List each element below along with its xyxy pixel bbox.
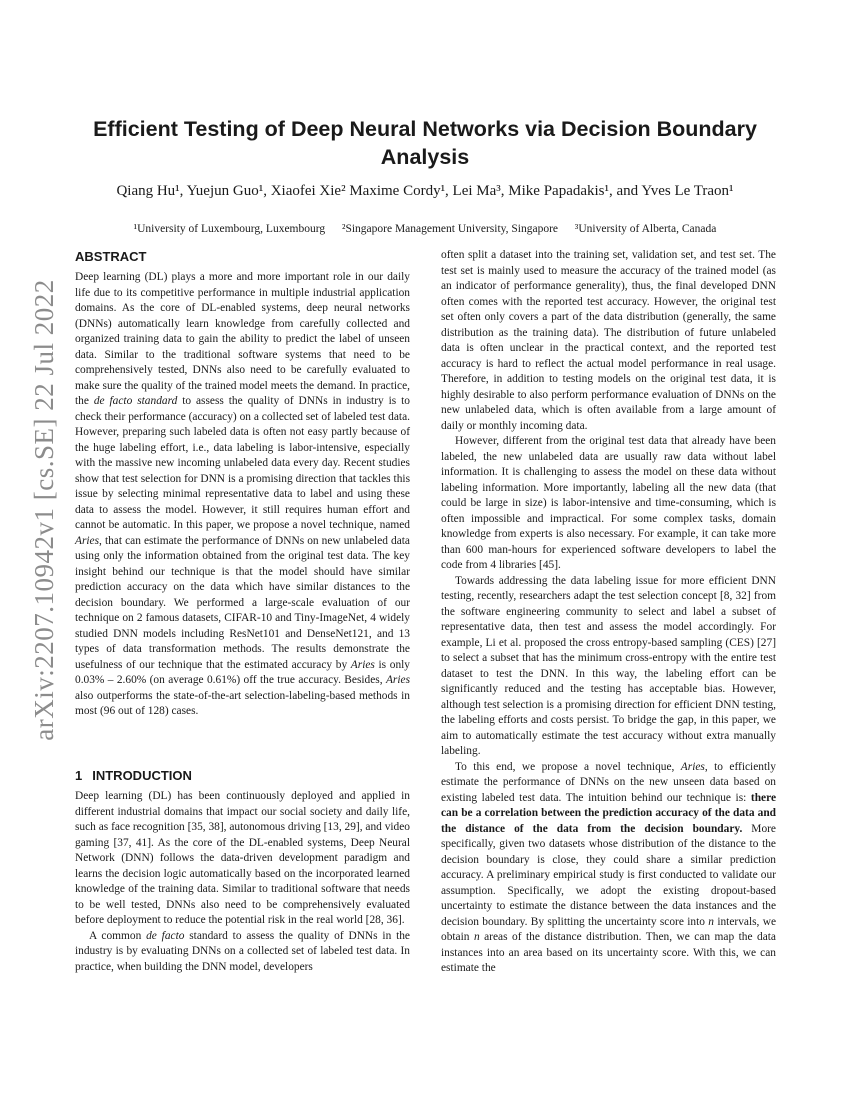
abstract-body: Deep learning (DL) plays a more and more important role in our daily life due to its competitive performance in multiple industrial application domains. As the core of DL-enabled systems, deep neural networks (DNNs) automatically learn knowledge from carefully collected and organized training data to gain the ability to predict the label of unseen data. Similar to the traditional software systems that need to be comprehensively tested, DNNs also need to be carefully evaluated to make sure the quality of the trained model meets the demand. In practice, the de facto standard to assess the quality of DNNs in industry is to check their performance (accuracy) on a collected set of labeled test data. However, preparing such labeled data is often not easy partly because of the huge labeling effort, i.e., data labeling is labor-intensive, especially with the massive new incoming unlabeled data every day. Recent studies show that test selection for DNN is a promising direction that tackles this issue by selecting minimal representative data to label and using these data to assess the model. However, it still requires human effort and cannot be automatic. In this paper, we propose a novel technique, named Aries, that can estimate the performance of DNNs on new unlabeled data using only the information obtained from the original test data. The key insight behind our technique is that the model should have similar prediction accuracy on the data which have similar distances to the decision boundary. We performed a large-scale evaluation of our technique on 2 famous datasets, CIFAR-10 and Tiny-ImageNet, 4 widely studied DNN models including ResNet101 and DenseNet121, and 13 types of data transformation methods. The results demonstrate the usefulness of our technique that the estimated accuracy by Aries is only 0.03% – 2.60% (on average 0.61%) off the true accuracy. Besides, Aries also outperforms the state-of-the-art selection-labeling-based methods in most (96 out of 128) cases. xyxy=(75,271,411,717)
section-title: INTRODUCTION xyxy=(92,768,192,783)
affiliation-2: ²Singapore Management University, Singapore xyxy=(342,223,559,235)
right-column xyxy=(441,248,776,977)
affiliation-1: ¹University of Luxembourg, Luxembourg xyxy=(133,223,326,235)
introduction-section xyxy=(75,767,410,975)
affiliation-3: ³University of Alberta, Canada xyxy=(574,223,717,235)
right-paragraph-1: often split a dataset into the training set, validation set, and test set. The test set is mainly used to measure the accuracy of the trained model (as an indicator of performance generality), thus, the final developed DNN often comes with the reported test accuracy. However, the original test set often only covers a part of the data distribution (generally, the same distribution as the training data). The distribution of future unlabeled data is often unclear in the practical context, and the reported test accuracy is hard to reflect the actual model performance in real usage. Therefore, in addition to testing models on the original test data, it is highly desirable to also perform performance evaluation of DNNs on the new unlabeled data, which is often available from a large amount of daily or monthly incoming data. xyxy=(441,249,776,432)
intro-paragraph-2: A common de facto standard to assess the quality of DNNs in the industry is by evaluating DNNs on a collected set of labeled test data. In practice, when building the DNN model, developers xyxy=(75,929,410,973)
left-column xyxy=(75,248,410,720)
right-paragraph-4: To this end, we propose a novel technique, Aries, to efficiently estimate the performance of DNNs on the new unseen data based on existing labeled test data. The intuition behind our technique is: there can be a correlation between the prediction accuracy of the data and the distance of the data from the decision boundary. More specifically, given two datasets whose distribution of the distance to the decision boundary is close, they could share a similar prediction accuracy. A preliminary empirical study is first conducted to validate our assumption. Specifically, we adopt the existing dropout-based uncertainty to estimate the distance between the data instances and the decision boundary. By splitting the uncertainty score into n intervals, we obtain n areas of the distance distribution. Then, we can map the data instances into an area based on its uncertainty score. With this, we can estimate the xyxy=(441,760,776,974)
introduction-heading xyxy=(75,767,410,785)
right-paragraph-3: Towards addressing the data labeling issue for more efficient DNN testing, recently, researchers adapt the test selection concept [8, 32] from the software engineering community to select and label a subset of representative data, then test and assess the model accordingly. For example, Li et al. proposed the cross entropy-based sampling (CES) [27] to select a subset that has the minimum cross-entropy with the entire test dataset to test the DNN. In this way, the labeling effort can be significantly reduced and the testing has acceptable bias. However, although test selection is a promising direction for efficient DNN testing, the labeling efforts and costs persist. To bridge the gap, in this paper, we aim to automatically estimate the test accuracy without extra manually labeling. xyxy=(441,574,776,757)
key-insight-bold: there can be a correlation between the prediction accuracy of the data and the distance of the data from the decision boundary. xyxy=(441,791,776,835)
intro-paragraph-1: Deep learning (DL) has been continuously deployed and applied in different industrial domains that impact our social society and daily life, such as face recognition [35, 38], autonomous driving [13, 29], and video gaming [37, 41]. As the core of the DL-enabled systems, Deep Neural Network (DNN) follows the data-driven development paradigm and learns the decision logic automatically based on the incorporated learned knowledge of the training data. Similar to traditional software that needs to be well tested, DNNs also need to be comprehensively evaluated before deployment to reduce the potential risk in the real world [28, 36]. xyxy=(75,790,410,926)
abstract-heading: ABSTRACT xyxy=(75,249,147,264)
right-paragraph-2: However, different from the original test data that already have been labeled, the new unlabeled data are usually raw data without label information. It is challenging to assess the model on these data without labeling information. More importantly, labeling all the new data (that could be large in size) is labor-intensive and time-consuming, which is often impossible and impractical. For some complex tasks, domain knowledge from experts is also necessary. For example, it can take more than 600 man-hours for experienced software developers to label the code from 4 libraries [45]. xyxy=(441,435,776,571)
author-list: Qiang Hu¹, Yuejun Guo¹, Xiaofei Xie² Maxime Cordy¹, Lei Ma³, Mike Papadakis¹, and Yves Le Traon¹ xyxy=(116,183,734,199)
affiliations xyxy=(90,221,760,237)
paper-title: Efficient Testing of Deep Neural Networks via Decision Boundary Analysis xyxy=(93,117,757,169)
section-number: 1 xyxy=(75,768,83,783)
arxiv-identifier-stamp: arXiv:2207.10942v1 [cs.SE] 22 Jul 2022 xyxy=(28,279,59,741)
